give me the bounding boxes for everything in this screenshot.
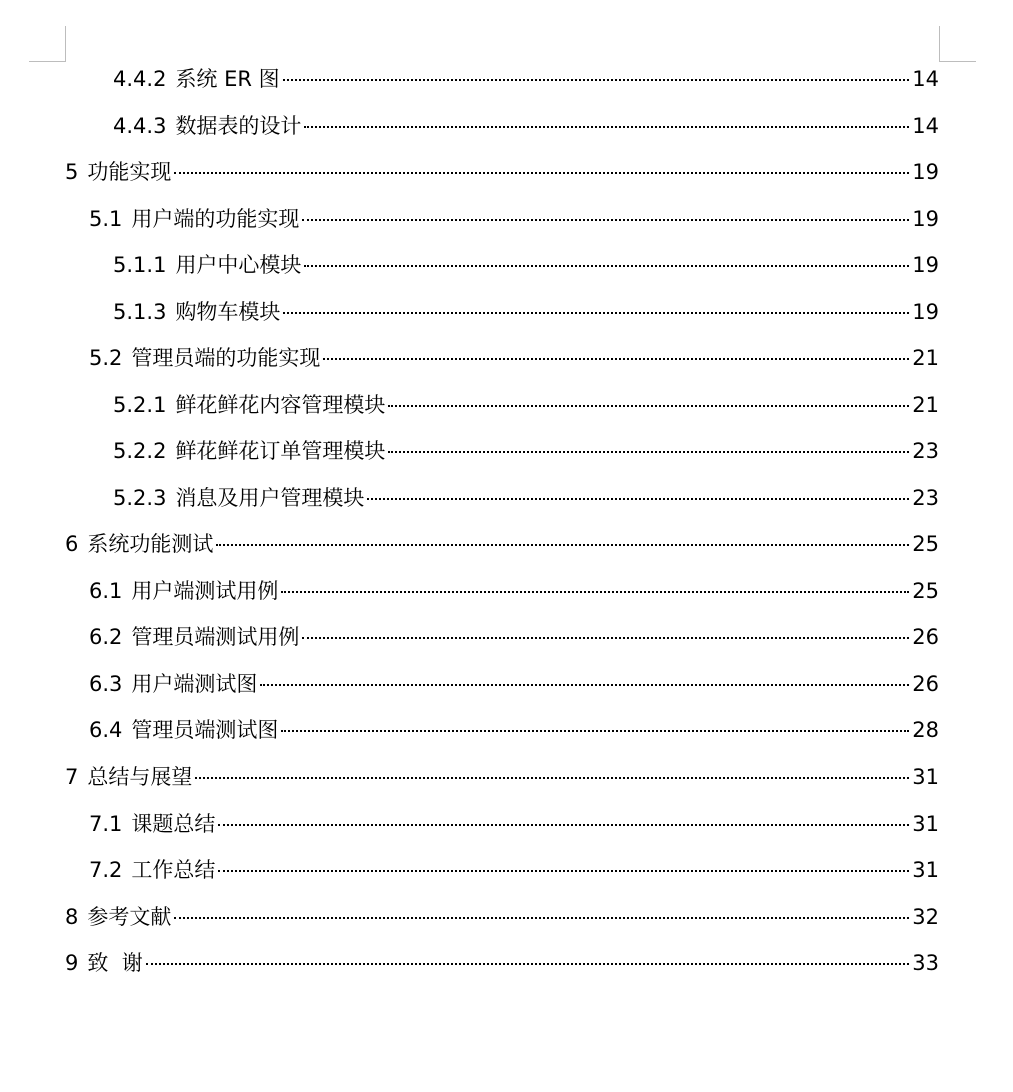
toc-entry[interactable] (89, 669, 939, 699)
toc-leader-dots (146, 963, 910, 965)
toc-entry-title: 鲜花鲜花订单管理模块 (175, 439, 386, 463)
toc-entry-page: 26 (912, 625, 939, 649)
toc-entry-number: 7.2 (89, 858, 123, 882)
toc-entry-page: 25 (912, 532, 939, 556)
toc-entry-page: 14 (912, 114, 939, 138)
toc-entry-page: 26 (912, 672, 939, 696)
toc-entry-page: 23 (912, 439, 939, 463)
toc-entry-title: 课题总结 (131, 812, 216, 836)
toc-entry-number: 5.1 (89, 207, 123, 231)
toc-entry[interactable] (113, 64, 939, 94)
toc-leader-dots (174, 917, 909, 919)
toc-entry-title: 用户中心模块 (175, 253, 302, 277)
toc-leader-dots (388, 451, 909, 453)
toc-leader-dots (216, 544, 909, 546)
toc-entry-title: 系统功能测试 (87, 532, 214, 556)
toc-entry-number: 5.2.2 (113, 439, 167, 463)
toc-leader-dots (302, 219, 909, 221)
toc-entry[interactable] (65, 948, 939, 978)
toc-entry-page: 19 (912, 300, 939, 324)
toc-entry-page: 31 (912, 858, 939, 882)
toc-entry-title: 用户端的功能实现 (131, 207, 300, 231)
toc-leader-dots (304, 126, 909, 128)
toc-leader-dots (302, 637, 909, 639)
toc-leader-dots (281, 730, 909, 732)
toc-leader-dots (195, 777, 909, 779)
toc-entry-page: 19 (912, 253, 939, 277)
toc-entry-title: 用户端测试用例 (131, 579, 279, 603)
toc-entry-page: 33 (912, 951, 939, 975)
toc-entry-number: 5.2.1 (113, 393, 167, 417)
toc-entry[interactable] (89, 204, 939, 234)
toc-entry[interactable] (113, 297, 939, 327)
toc-entry-page: 19 (912, 160, 939, 184)
toc-entry-title: 管理员端测试图 (131, 718, 279, 742)
toc-entry[interactable] (65, 902, 939, 932)
toc-leader-dots (283, 79, 910, 81)
toc-leader-dots (218, 870, 909, 872)
toc-leader-dots (367, 498, 909, 500)
toc-entry-number: 4.4.3 (113, 114, 167, 138)
toc-entry-title: 消息及用户管理模块 (175, 486, 365, 510)
toc-entry-number: 5 (65, 160, 79, 184)
toc-leader-dots (281, 591, 909, 593)
toc-entry-title: 管理员端测试用例 (131, 625, 300, 649)
toc-entry[interactable] (89, 855, 939, 885)
toc-entry[interactable] (89, 576, 939, 606)
toc-entry-number: 6.3 (89, 672, 123, 696)
toc-entry-number: 8 (65, 905, 79, 929)
toc-leader-dots (323, 358, 909, 360)
toc-entry-number: 7 (65, 765, 79, 789)
toc-entry-number: 5.2 (89, 346, 123, 370)
toc-leader-dots (218, 824, 909, 826)
toc-entry-title: 用户端测试图 (131, 672, 258, 696)
toc-entry-title: 管理员端的功能实现 (131, 346, 321, 370)
toc-entry-number: 5.1.3 (113, 300, 167, 324)
toc-entry-number: 7.1 (89, 812, 123, 836)
toc-leader-dots (260, 684, 909, 686)
toc-leader-dots (304, 265, 909, 267)
toc-leader-dots (283, 312, 909, 314)
toc-entry-page: 19 (912, 207, 939, 231)
toc-entry-number: 6.2 (89, 625, 123, 649)
toc-entry-number: 5.1.1 (113, 253, 167, 277)
toc-entry-page: 31 (912, 765, 939, 789)
crop-mark-top-right (939, 26, 976, 62)
toc-entry-title: 数据表的设计 (175, 114, 302, 138)
toc-entry-number: 5.2.3 (113, 486, 167, 510)
toc-entry[interactable] (113, 250, 939, 280)
toc-entry-title: 购物车模块 (175, 300, 281, 324)
toc-leader-dots (174, 172, 909, 174)
toc-entry-page: 25 (912, 579, 939, 603)
toc-entry[interactable] (113, 111, 939, 141)
crop-mark-top-left (29, 26, 66, 62)
toc-entry-page: 21 (912, 393, 939, 417)
toc-entry[interactable] (113, 390, 939, 420)
toc-entry-number: 4.4.2 (113, 67, 167, 91)
toc-entry[interactable] (89, 343, 939, 373)
toc-entry-title: 总结与展望 (87, 765, 193, 789)
toc-entry[interactable] (113, 436, 939, 466)
toc-entry-page: 14 (912, 67, 939, 91)
toc-entry[interactable] (89, 622, 939, 652)
toc-entry-title: 功能实现 (87, 160, 172, 184)
toc-entry-page: 28 (912, 718, 939, 742)
toc-entry-title: 系统 ER 图 (175, 67, 280, 91)
toc-entry-title: 致 谢 (87, 951, 143, 975)
toc-entry-page: 23 (912, 486, 939, 510)
toc-entry-number: 6.4 (89, 718, 123, 742)
toc-entry-page: 31 (912, 812, 939, 836)
toc-entry-number: 9 (65, 951, 79, 975)
toc-entry-title: 参考文献 (87, 905, 172, 929)
toc-entry-number: 6 (65, 532, 79, 556)
toc-entry-title: 工作总结 (131, 858, 216, 882)
toc-entry-number: 6.1 (89, 579, 123, 603)
toc-entry[interactable] (65, 762, 939, 792)
toc-entry[interactable] (65, 529, 939, 559)
toc-entry[interactable] (89, 809, 939, 839)
toc-entry-title: 鲜花鲜花内容管理模块 (175, 393, 386, 417)
toc-entry-page: 32 (912, 905, 939, 929)
toc-entry[interactable] (65, 157, 939, 187)
toc-entry-page: 21 (912, 346, 939, 370)
toc-entry[interactable] (113, 483, 939, 513)
toc-leader-dots (388, 405, 909, 407)
toc-entry[interactable] (89, 715, 939, 745)
